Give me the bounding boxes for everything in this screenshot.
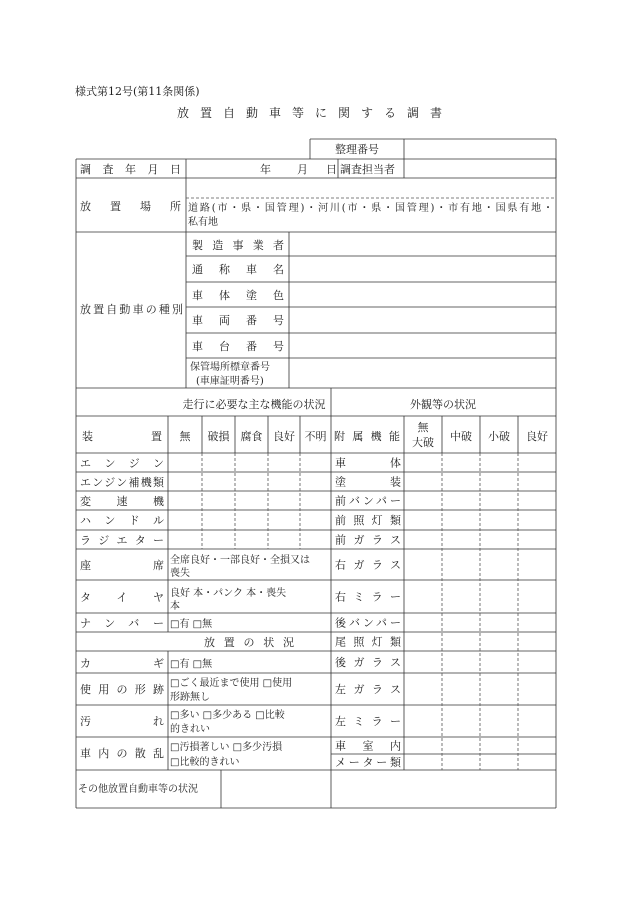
func-col-2: 腐食 <box>240 430 263 443</box>
ext-col-1: 小破 <box>488 430 510 443</box>
seat-text-1: 全席良好・一部良好・全損又は <box>170 555 310 566</box>
ext-col-2: 良好 <box>526 430 548 443</box>
func-row-0: エンジン <box>80 457 164 470</box>
ext-row-6: 右ミラー <box>335 590 401 604</box>
abandon-section-title: 放置の状況 <box>204 636 294 649</box>
func-row-2: 変速機 <box>80 495 164 508</box>
dirt-label: 汚れ <box>80 715 164 728</box>
date-year: 年 <box>260 163 271 176</box>
ext-row-13: メーター類 <box>335 756 401 769</box>
seat-text-2: 喪失 <box>170 568 190 579</box>
date-day: 日 <box>326 163 337 176</box>
kind-item-3: 車両番号 <box>192 314 284 327</box>
clutter-text-2: □比較的きれい <box>170 757 240 768</box>
usage-label: 使用の形跡 <box>80 683 164 696</box>
number-options: □有 □無 <box>170 619 213 630</box>
func-col-1: 破損 <box>207 430 230 443</box>
ext-row-8: 尾照灯類 <box>335 635 401 649</box>
usage-text-1: □ごく最近まで使用 □使用 <box>170 678 293 689</box>
func-row-1: エンジン補機類 <box>80 476 164 489</box>
ext-row-5: 右ガラス <box>335 558 401 572</box>
func-row-3: ハンドル <box>80 514 164 527</box>
ext-row-9: 後ガラス <box>335 656 401 669</box>
func-section-title: 走行に必要な主な機能の状況 <box>182 398 326 411</box>
kind-item-4: 車台番号 <box>192 340 284 353</box>
other-status-label: その他放置自動車等の状況 <box>78 784 198 795</box>
form-reference: 様式第12号(第11条関係) <box>75 85 200 98</box>
ext-row-4: 前ガラス <box>335 533 401 547</box>
key-options: □有 □無 <box>170 659 213 670</box>
inspector-label: 調査担当者 <box>340 163 395 176</box>
tire-label: タイヤ <box>80 591 164 604</box>
ext-section-title: 外観等の状況 <box>410 398 476 411</box>
kind-item-0: 製造事業者 <box>192 239 284 252</box>
ext-row-12: 車室内 <box>335 739 401 753</box>
func-col-4: 不明 <box>304 430 327 443</box>
location-options: 道路(市・県・国管理)・河川(市・県・国管理)・市有地・国県有地・ <box>188 203 553 214</box>
dirt-text-2: 的きれい <box>170 724 210 735</box>
ext-row-11: 左ミラー <box>335 715 401 728</box>
ext-row-3: 前照灯類 <box>335 514 401 527</box>
kind-item-1: 通称車名 <box>192 263 284 276</box>
clutter-text-1: □汚損著しい □多少汚損 <box>170 742 283 753</box>
location-label: 放置場所 <box>80 200 181 213</box>
ext-row-7: 後バンパー <box>335 616 401 630</box>
location-options-2: 私有地 <box>188 217 218 228</box>
number-label: ナンバー <box>80 617 164 630</box>
ext-col-major: 大破 <box>412 436 434 449</box>
ext-col-0: 中破 <box>450 430 472 443</box>
kind-last-1: 保管場所標章番号 <box>190 362 270 373</box>
clutter-label: 車内の散乱 <box>80 747 164 760</box>
tire-text-2: 本 <box>170 601 180 612</box>
usage-text-2: 形跡無し <box>170 692 210 703</box>
ext-row-2: 前バンパー <box>335 494 401 508</box>
func-col-0: 無 <box>179 430 191 443</box>
func-row-4: ラジエター <box>80 534 164 547</box>
ext-row-10: 左ガラス <box>335 683 401 696</box>
form-title: 放置自動車等に関する調書 <box>176 106 453 120</box>
date-month: 月 <box>297 163 308 176</box>
dirt-text-1: □多い □多少ある □比較 <box>170 710 285 721</box>
survey-date-label: 調査年月日 <box>80 163 181 176</box>
ext-row-0: 車体 <box>335 456 401 470</box>
ref-no-label: 整理番号 <box>335 143 379 156</box>
accessory-header: 附属機能 <box>334 430 400 443</box>
kind-label: 放置自動車の種別 <box>80 303 183 316</box>
func-col-3: 良好 <box>273 430 295 443</box>
tire-text-1: 良好 本・パンク 本・喪失 <box>170 588 287 599</box>
device-header: 装置 <box>82 430 162 443</box>
seat-label: 座席 <box>80 559 164 572</box>
ext-col-none: 無 <box>417 421 429 434</box>
kind-item-2: 車体塗色 <box>192 289 284 302</box>
key-label: カギ <box>80 657 164 670</box>
ext-row-1: 塗装 <box>335 475 401 489</box>
kind-last-2: (車庫証明番号) <box>196 376 264 387</box>
